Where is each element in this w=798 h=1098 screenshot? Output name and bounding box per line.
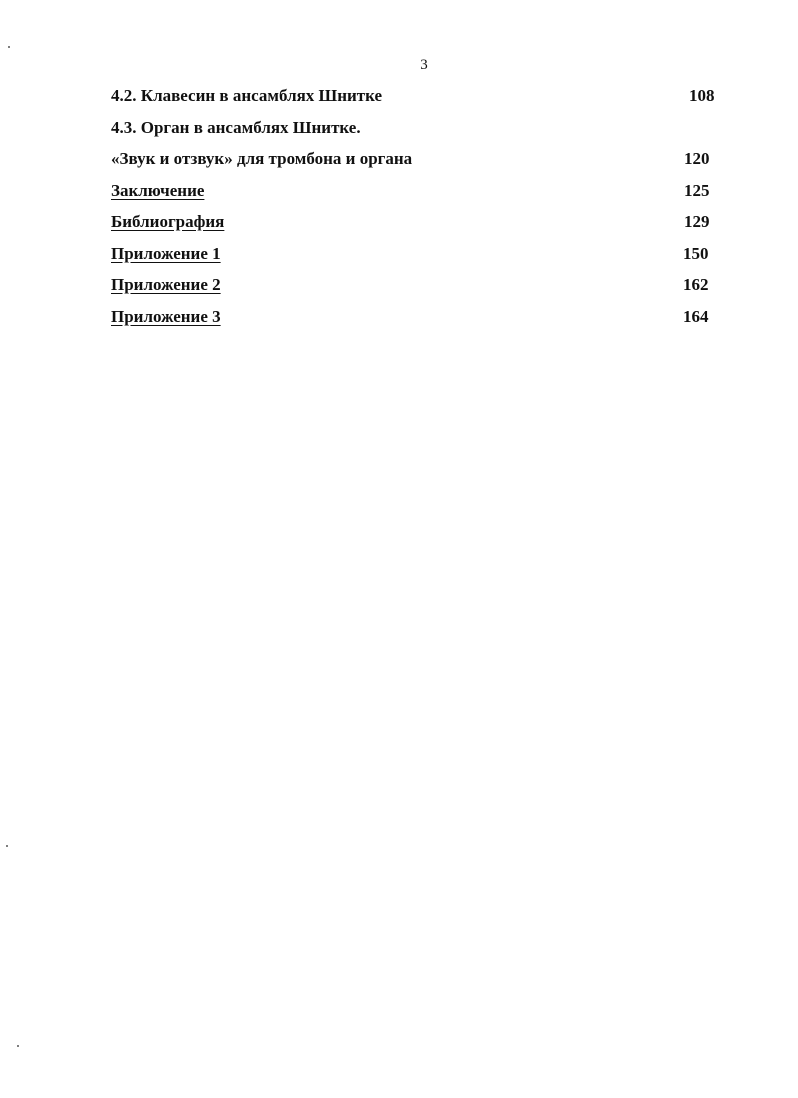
toc-entry-appendix-1 [111,244,721,276]
page-number: 3 [420,57,428,73]
toc-entry-appendix-2 [111,275,721,307]
toc-entry-page: 129 [684,212,710,231]
toc-entry-title: Заключение [111,180,205,200]
toc-entry-title: «Звук и отзвук» для тромбона и органа [111,149,413,168]
toc-entry-appendix-3 [111,307,721,339]
toc-entry-4-3 [111,118,721,150]
toc-entry-page: 162 [683,275,709,294]
toc-entry-title: 4.2. Клавесин в ансамблях Шнитке [111,86,383,105]
toc-entry-title: Библиография [111,212,225,231]
toc-entry-title: Приложение 1 [111,243,221,263]
toc-entry-page: 108 [689,86,715,105]
toc-entry-conclusion [111,181,721,213]
toc-entry-title: Приложение 2 [111,275,221,294]
table-of-contents [111,86,721,338]
toc-entry-page: 125 [684,180,710,200]
scan-speck [6,845,8,847]
toc-entry-page: 150 [683,243,709,263]
toc-entry-title: 4.3. Орган в ансамблях Шнитке. [111,117,361,137]
toc-entry-title: Приложение 3 [111,306,221,326]
toc-entry-bibliography [111,212,721,244]
scan-speck [17,1045,19,1047]
toc-entry-page: 164 [683,306,709,326]
toc-entry-zvuk-i-otzvuk [111,149,721,181]
toc-entry-4-2 [111,86,721,118]
scan-speck [8,46,10,48]
toc-entry-page: 120 [684,149,710,168]
